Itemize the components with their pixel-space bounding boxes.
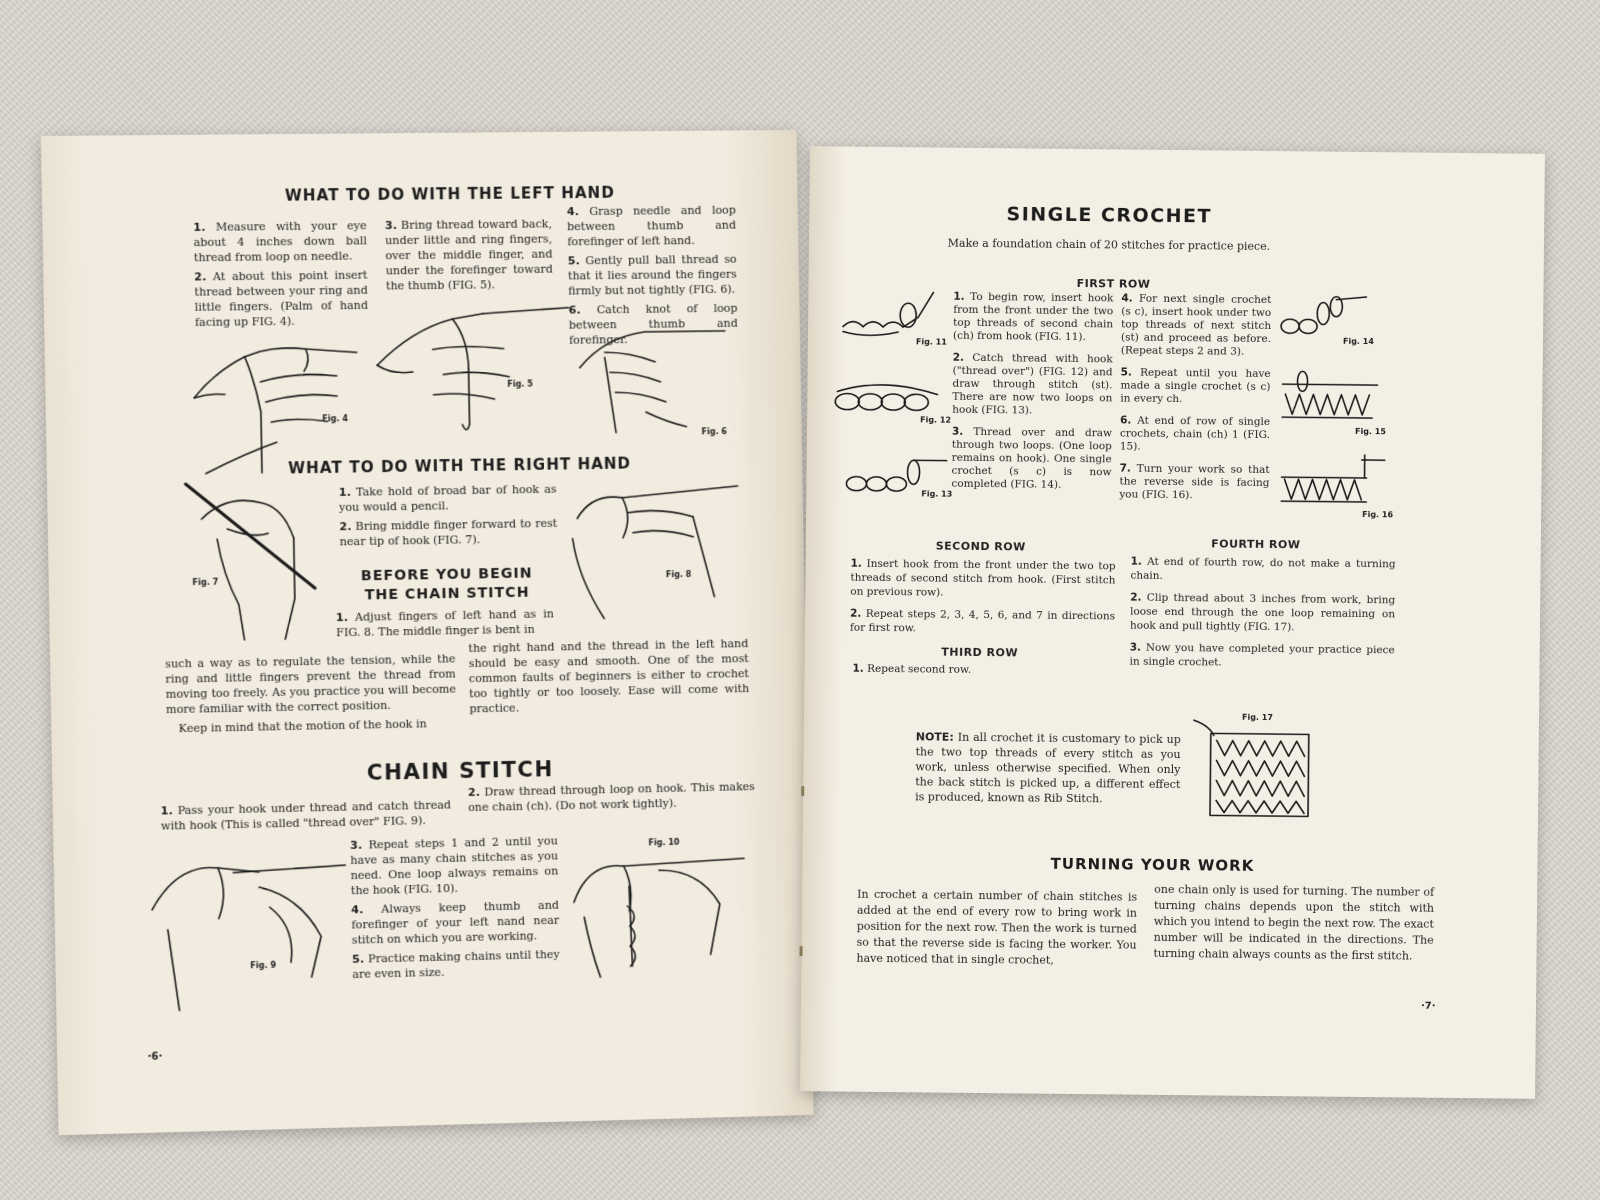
list-item: 1. Take hold of broad bar of hook as you would a pencil. bbox=[338, 482, 557, 515]
fig-17-label: Fig. 17 bbox=[1241, 712, 1273, 723]
list-item: 4. Grasp needle and loop between thumb and forefinger of left hand. bbox=[566, 203, 737, 249]
fig-14-label: Fig. 14 bbox=[1342, 336, 1374, 347]
third-row-steps bbox=[852, 662, 1112, 684]
note-block: NOTE: In all crochet it is customary to pick up the two top threads of every stitch as you work, unless otherwise specified. When only the back stitch is picked up, a different effect is produced, known as Rib Stitch. bbox=[915, 730, 1181, 806]
before-chain-cont-right: the right hand and the thread in the left hand should be easy and smooth. One of the most common faults of beginners is either to crochet too tightly or too loosely. Ease will come with practice. bbox=[468, 637, 750, 716]
list-item: 1. Repeat second row. bbox=[852, 662, 972, 676]
fig-6-label: Fig. 6 bbox=[701, 427, 727, 437]
page-number: ·7· bbox=[1420, 1000, 1436, 1012]
before-chain-step1: 1. Adjust fingers of left hand as in FIG. 8. The middle finger is bent in bbox=[335, 607, 554, 640]
fig-11-label: Fig. 11 bbox=[915, 337, 947, 347]
fig-16-stitch-illustration bbox=[1276, 449, 1387, 510]
fig-7-hand-illustration bbox=[180, 477, 326, 646]
list-item: 2. Repeat steps 2, 3, 4, 5, 6, and 7 in directions for first row. bbox=[849, 607, 1116, 635]
single-crochet-heading: SINGLE CROCHET bbox=[1006, 203, 1213, 228]
list-item: 1. Insert hook from the front under the two top threads of second stitch from hook. (First stitch on previous row). bbox=[850, 557, 1116, 599]
left-page bbox=[41, 130, 814, 1135]
staple bbox=[801, 786, 804, 796]
third-row-heading: THIRD ROW bbox=[941, 645, 1019, 660]
list-item: 5. Practice making chains until they are even in size. bbox=[351, 947, 560, 982]
fig-16-label: Fig. 16 bbox=[1362, 509, 1394, 520]
page-number: ·6· bbox=[147, 1051, 163, 1063]
fig-8-label: Fig. 8 bbox=[665, 569, 692, 580]
staple bbox=[799, 946, 802, 956]
fig-10-label: Fig. 10 bbox=[648, 837, 680, 848]
list-item: 1. To begin row, insert hook from the front under the two top threads of second chain (ch) from hook (FIG. 11). bbox=[952, 290, 1114, 344]
list-item: 3. Repeat steps 1 and 2 until you have as many chain stitches as you need. One loop always remains on the hook (FIG. 10). bbox=[349, 834, 559, 898]
fig-17-swatch-illustration bbox=[1188, 712, 1319, 826]
fig-12-label: Fig. 12 bbox=[920, 415, 952, 425]
list-item: 4. For next single crochet (s c), insert hook under two top threads of next stitch (st) and proceed as before. (Repeat steps 2 and 3). bbox=[1120, 292, 1272, 358]
before-chain-cont-left: such a way as to regulate the tension, while the ring and little fingers prevent the thread from moving too freely. As you practice you will become more familiar with the correct position. Keep in mind that the motion of the hook in bbox=[165, 652, 457, 736]
first-row-heading: FIRST ROW bbox=[1076, 276, 1151, 291]
first-row-col1 bbox=[951, 291, 1113, 497]
list-item: 2. Clip thread about 3 inches from work, bring loose end through the one loop remaining on hook and pull tightly (FIG. 17). bbox=[1129, 591, 1396, 634]
list-item: 1. At end of fourth row, do not make a turning chain. bbox=[1130, 555, 1396, 582]
before-chain-heading: BEFORE YOU BEGIN THE CHAIN STITCH bbox=[360, 565, 533, 604]
list-item: 6. Catch knot of loop between thumb and forefinger. bbox=[568, 301, 738, 347]
fig-5-hand-illustration bbox=[371, 298, 576, 441]
left-hand-heading: WHAT TO DO WITH THE LEFT HAND bbox=[284, 183, 615, 205]
fig-15-stitch-illustration bbox=[1277, 369, 1383, 425]
list-item: 3. Bring thread toward back, under little and ring fingers, over the middle finger, and under the forefinger toward the thumb (FIG. 5). bbox=[384, 217, 553, 293]
chain-steps-3-5 bbox=[350, 833, 560, 986]
note-label: NOTE: bbox=[915, 730, 954, 744]
list-item: 3. Now you have completed your practice piece in single crochet. bbox=[1129, 641, 1395, 669]
list-item: 5. Gently pull ball thread so that it lies around the fingers firmly but not tightly (FIG. 6). bbox=[567, 252, 737, 298]
second-row-steps bbox=[850, 557, 1116, 642]
fig-13-label: Fig. 13 bbox=[921, 489, 953, 499]
list-item: 2. Catch thread with hook ("thread over") (FIG. 12) and draw through stitch (st). There are now two loops on hook (FIG. 13). bbox=[952, 351, 1113, 417]
fourth-row-heading: FOURTH ROW bbox=[1211, 537, 1301, 552]
fig-14-stitch-illustration bbox=[1278, 291, 1369, 342]
turning-heading: TURNING YOUR WORK bbox=[1050, 854, 1255, 875]
first-row-col2 bbox=[1119, 292, 1271, 507]
left-hand-col1 bbox=[193, 218, 368, 334]
turning-col1: In crochet a certain number of chain stitches is added at the end of every row to bring work in position for the next row. Then the work is turned so that the reverse side is facing the worker. You have noticed that in single crochet, bbox=[856, 887, 1138, 967]
list-item: 2. At about this point insert thread between your ring and little fingers. (Palm of hand facing up FIG. 4). bbox=[194, 268, 369, 330]
fig-7-label: Fig. 7 bbox=[192, 577, 219, 588]
list-item: 4. Always keep thumb and forefinger of your left nand near stitch on which you are working. bbox=[351, 898, 560, 947]
list-item: 5. Repeat until you have made a single crochet (s c) in every ch. bbox=[1120, 366, 1271, 406]
right-page bbox=[800, 146, 1545, 1099]
turning-col2: one chain only is used for turning. The number of turning chains depends upon the stitch with which you intend to begin the next row. The exact number will be indicated in the directions. The turning chain always counts as the first stitch. bbox=[1153, 882, 1435, 963]
chain-step2: 2. Draw thread through loop on hook. This makes one chain (ch). (Do not work tightly). bbox=[467, 780, 755, 815]
fig-9-label: Fig. 9 bbox=[250, 960, 277, 971]
fig-10-hand-illustration bbox=[568, 843, 756, 983]
single-crochet-intro: Make a foundation chain of 20 stitches for practice piece. bbox=[947, 236, 1271, 254]
fig-5-label: Fig. 5 bbox=[507, 379, 533, 389]
fig-15-label: Fig. 15 bbox=[1354, 426, 1386, 437]
list-item: 7. Turn your work so that the reverse side is facing you (FIG. 16). bbox=[1119, 462, 1270, 502]
left-hand-col2 bbox=[385, 216, 553, 297]
list-item: 6. At end of row of single crochets, chain (ch) 1 (FIG. 15). bbox=[1119, 414, 1271, 453]
right-hand-heading: WHAT TO DO WITH THE RIGHT HAND bbox=[287, 454, 632, 478]
fig-9-hand-illustration bbox=[146, 845, 353, 1016]
fig-4-label: Fig. 4 bbox=[322, 414, 349, 424]
list-item: 3. Thread over and draw through two loops. (One loop remains on hook). One single crochet (s c) is now completed (FIG. 14). bbox=[951, 425, 1113, 491]
chain-stitch-heading: CHAIN STITCH bbox=[366, 757, 554, 785]
fig-8-hand-illustration bbox=[561, 476, 745, 629]
chain-step1: 1. Pass your hook under thread and catch thread with hook (This is called "thread over" FIG. 9). bbox=[160, 798, 452, 833]
second-row-heading: SECOND ROW bbox=[935, 539, 1026, 554]
right-hand-steps bbox=[339, 482, 558, 554]
list-item: 2. Bring middle finger forward to rest near tip of hook (FIG. 7). bbox=[339, 516, 558, 549]
fig-6-hand-illustration bbox=[574, 326, 737, 443]
list-item: 1. Measure with your eye about 4 inches down ball thread from loop on needle. bbox=[193, 219, 368, 265]
fourth-row-steps bbox=[1129, 555, 1395, 676]
